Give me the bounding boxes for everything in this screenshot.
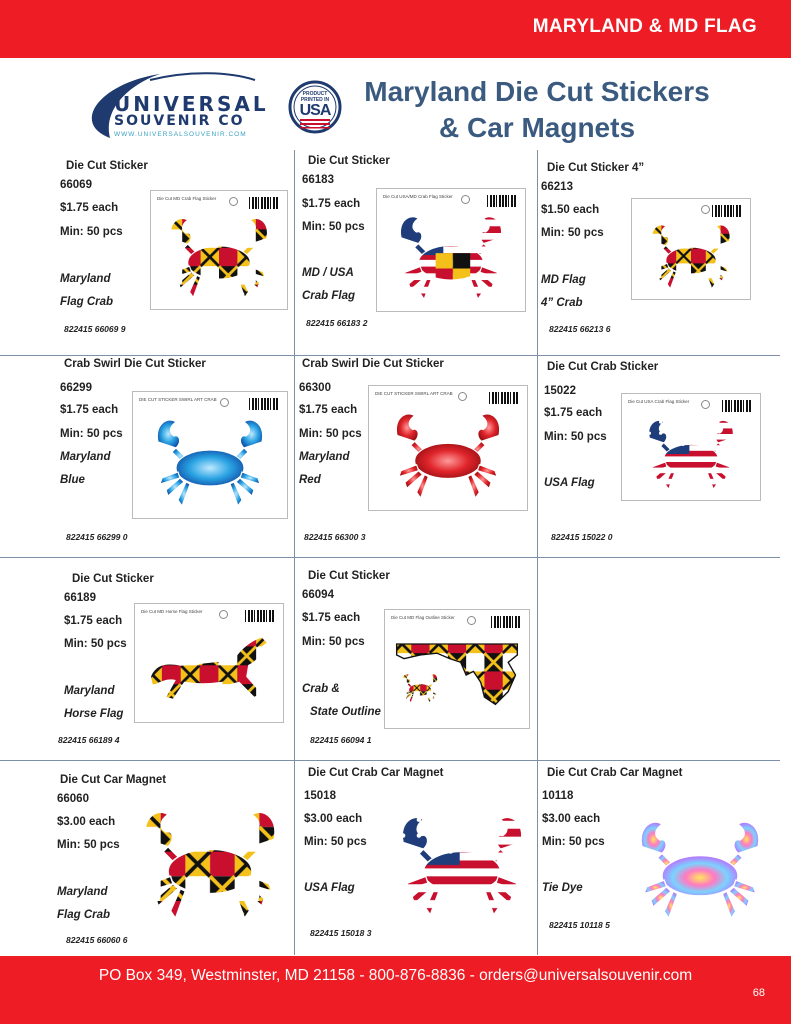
red-swirl-artwork-icon xyxy=(377,406,519,504)
upc-code: 822415 66060 6 xyxy=(66,935,128,945)
item-number: 66299 xyxy=(60,382,92,394)
upc-code: 822415 66299 0 xyxy=(66,532,128,542)
product-cell-66060[interactable] xyxy=(0,760,294,956)
upc-code: 822415 66213 6 xyxy=(549,324,611,334)
logo-line-1: UNIVERSAL xyxy=(114,92,269,116)
product-image xyxy=(134,603,284,723)
product-type: Die Cut Sticker xyxy=(308,570,390,582)
product-image xyxy=(376,188,526,312)
page-title xyxy=(352,74,722,146)
product-cell-15022[interactable] xyxy=(537,355,780,557)
description-line-1: Maryland xyxy=(60,273,111,285)
barcode-icon xyxy=(722,400,752,412)
product-cell-15018[interactable] xyxy=(294,760,537,956)
minimum-qty: Min: 50 pcs xyxy=(304,836,367,848)
minimum-qty: Min: 50 pcs xyxy=(64,638,127,650)
logo-line-3: WWW.UNIVERSALSOUVENIR.COM xyxy=(114,131,247,138)
description-line-2: Horse Flag xyxy=(64,708,124,720)
usa-md-crab-artwork-icon xyxy=(385,209,517,305)
description-line-2: State Outline xyxy=(310,706,381,718)
item-number: 10118 xyxy=(542,790,574,802)
item-number: 66300 xyxy=(299,382,331,394)
price: $1.75 each xyxy=(64,615,123,627)
price: $1.75 each xyxy=(299,404,358,416)
tie-dye-artwork-icon xyxy=(633,804,767,939)
package-label: Die Cut USA/MD Crab Flag Sticker xyxy=(383,194,453,199)
description-line-1: USA Flag xyxy=(544,477,595,489)
minimum-qty: Min: 50 pcs xyxy=(60,226,123,238)
hang-hole-icon xyxy=(220,398,229,407)
description-line-2: Red xyxy=(299,474,321,486)
product-image xyxy=(621,393,761,501)
description-line-1: Crab & xyxy=(302,683,340,695)
title-line-1: Maryland Die Cut Stickers xyxy=(364,76,710,107)
usa-crab-artwork-icon xyxy=(394,800,530,935)
upc-code: 822415 15018 3 xyxy=(310,928,372,938)
item-number: 66183 xyxy=(302,174,334,186)
item-number: 66094 xyxy=(302,589,334,601)
product-cell-66189[interactable] xyxy=(0,557,294,760)
price: $3.00 each xyxy=(542,813,601,825)
price: $1.75 each xyxy=(544,407,603,419)
product-image xyxy=(633,804,767,934)
product-type: Die Cut Sticker xyxy=(308,155,390,167)
section-title: MARYLAND & MD FLAG xyxy=(532,16,757,37)
description-line-2: Crab Flag xyxy=(302,290,356,302)
package-label: Die Cut MD Horse Flag Sticker xyxy=(141,609,203,614)
package-label: Die Cut USA Crab Flag Sticker xyxy=(628,399,690,404)
product-image xyxy=(150,190,288,310)
item-number: 66213 xyxy=(541,181,573,193)
description-line-1: Maryland xyxy=(64,685,115,697)
package-label: DIE CUT STICKER SWIRL ART CRAB xyxy=(375,391,453,396)
md-crab-artwork-icon xyxy=(136,792,284,941)
hang-hole-icon xyxy=(461,195,470,204)
md-crab-artwork-icon xyxy=(159,211,279,303)
package-label: Die Cut MD Flag Outline Sticker xyxy=(391,615,455,620)
minimum-qty: Min: 50 pcs xyxy=(302,221,365,233)
title-line-2: & Car Magnets xyxy=(438,112,636,143)
md-outline-artwork-icon xyxy=(393,630,521,722)
product-type: Die Cut Crab Sticker xyxy=(547,361,659,373)
hang-hole-icon xyxy=(219,610,228,619)
upc-code: 822415 66094 1 xyxy=(310,735,372,745)
barcode-icon xyxy=(245,610,275,622)
product-cell-66094[interactable] xyxy=(294,557,537,760)
description-line-1: USA Flag xyxy=(304,882,355,894)
product-cell-66213[interactable] xyxy=(537,150,780,355)
hang-hole-icon xyxy=(701,205,710,214)
description-line-2: 4” Crab xyxy=(541,297,583,309)
product-image xyxy=(394,800,530,930)
description-line-2: Flag Crab xyxy=(60,296,114,308)
hang-hole-icon xyxy=(229,197,238,206)
product-image xyxy=(631,198,751,300)
footer-banner xyxy=(0,956,791,1024)
hang-hole-icon xyxy=(467,616,476,625)
minimum-qty: Min: 50 pcs xyxy=(541,227,604,239)
barcode-icon xyxy=(487,195,517,207)
page-number: 68 xyxy=(752,987,765,999)
product-cell-66300[interactable] xyxy=(294,355,537,557)
description-line-1: Maryland xyxy=(299,451,350,463)
contact-info: PO Box 349, Westminster, MD 21158 - 800-876-8836 - orders@universalsouvenir.com xyxy=(98,967,693,984)
md-horse-artwork-icon xyxy=(143,624,275,716)
upc-code: 822415 66300 3 xyxy=(304,532,366,542)
price: $1.75 each xyxy=(60,202,119,214)
badge-line-3: USA xyxy=(299,102,331,119)
item-number: 66069 xyxy=(60,179,92,191)
product-cell-10118[interactable] xyxy=(537,760,780,956)
product-cell-66069[interactable] xyxy=(0,150,294,355)
price: $1.75 each xyxy=(60,404,119,416)
item-number: 66189 xyxy=(64,592,96,604)
md-crab-artwork-icon xyxy=(640,219,742,293)
minimum-qty: Min: 50 pcs xyxy=(60,428,123,440)
minimum-qty: Min: 50 pcs xyxy=(544,431,607,443)
description-line-1: MD Flag xyxy=(541,274,586,286)
badge-line-1: PRODUCT xyxy=(302,91,328,97)
item-number: 15018 xyxy=(304,790,336,802)
upc-code: 822415 66069 9 xyxy=(64,324,126,334)
minimum-qty: Min: 50 pcs xyxy=(299,428,362,440)
barcode-icon xyxy=(249,398,279,410)
package-label: Die Cut MD Crab Flag Sticker xyxy=(157,196,217,201)
package-label: DIE CUT STICKER SWIRL ART CRAB xyxy=(139,397,217,402)
description-line-1: Maryland xyxy=(60,451,111,463)
product-image xyxy=(384,609,530,729)
product-type: Die Cut Sticker 4” xyxy=(547,162,645,174)
description-line-1: MD / USA xyxy=(302,267,354,279)
product-image xyxy=(132,391,288,519)
barcode-icon xyxy=(489,392,519,404)
badge-line-2: PRINTED IN xyxy=(300,97,330,103)
minimum-qty: Min: 50 pcs xyxy=(57,839,120,851)
company-logo xyxy=(80,68,270,148)
product-type: Die Cut Car Magnet xyxy=(60,774,167,786)
item-number: 66060 xyxy=(57,793,89,805)
usa-crab-artwork-icon xyxy=(630,414,752,494)
description-line-2: Blue xyxy=(60,474,85,486)
product-type: Crab Swirl Die Cut Sticker xyxy=(302,358,444,370)
price: $3.00 each xyxy=(57,816,116,828)
description-line-1: Maryland xyxy=(57,886,108,898)
minimum-qty: Min: 50 pcs xyxy=(542,836,605,848)
product-cell-66299[interactable] xyxy=(0,355,294,557)
minimum-qty: Min: 50 pcs xyxy=(302,636,365,648)
upc-code: 822415 66183 2 xyxy=(306,318,368,328)
price: $3.00 each xyxy=(304,813,363,825)
price: $1.75 each xyxy=(302,612,361,624)
barcode-icon xyxy=(712,205,742,217)
item-number: 15022 xyxy=(544,385,576,397)
top-banner xyxy=(0,0,791,58)
barcode-icon xyxy=(491,616,521,628)
product-cell-66183[interactable] xyxy=(294,150,537,355)
upc-code: 822415 10118 5 xyxy=(549,920,610,930)
description-line-2: Flag Crab xyxy=(57,909,111,921)
printed-in-usa-badge xyxy=(288,80,342,134)
price: $1.75 each xyxy=(302,198,361,210)
description-line-1: Tie Dye xyxy=(542,882,583,894)
upc-code: 822415 66189 4 xyxy=(58,735,120,745)
product-type: Die Cut Sticker xyxy=(66,160,148,172)
product-type: Die Cut Crab Car Magnet xyxy=(308,767,444,779)
hang-hole-icon xyxy=(701,400,710,409)
barcode-icon xyxy=(249,197,279,209)
price: $1.50 each xyxy=(541,204,600,216)
blue-swirl-artwork-icon xyxy=(141,412,279,512)
product-type: Die Cut Sticker xyxy=(72,573,154,585)
upc-code: 822415 15022 0 xyxy=(551,532,613,542)
product-image xyxy=(136,792,284,936)
product-type: Crab Swirl Die Cut Sticker xyxy=(64,358,206,370)
product-type: Die Cut Crab Car Magnet xyxy=(547,767,683,779)
product-image xyxy=(368,385,528,511)
logo-line-2: SOUVENIR CO xyxy=(114,113,245,129)
hang-hole-icon xyxy=(458,392,467,401)
